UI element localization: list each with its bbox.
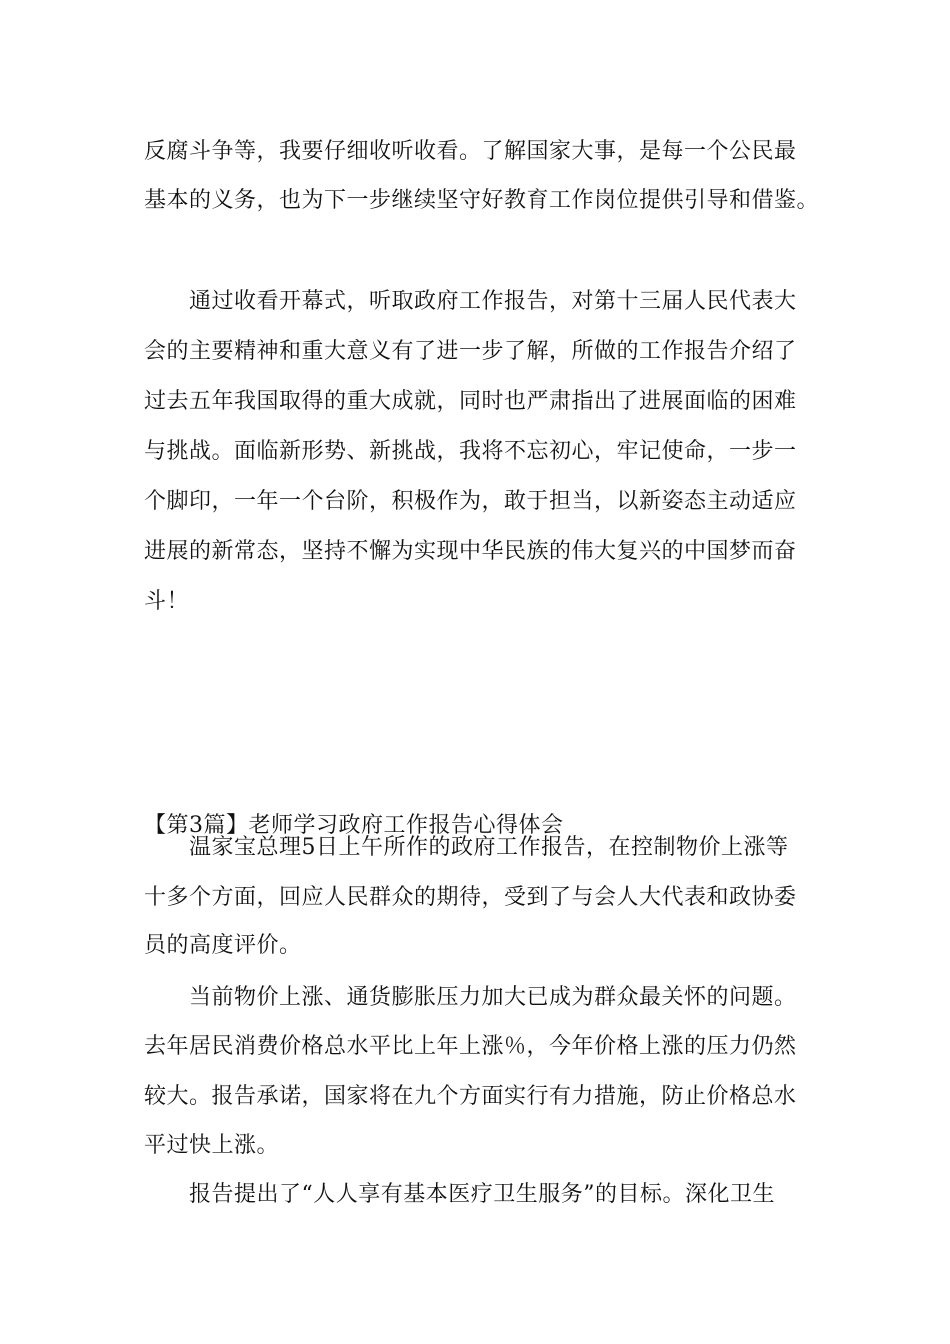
text-line: 斗！ [144, 589, 190, 614]
text-line: 员的高度评价。 [144, 933, 302, 958]
text-line: 平过快上涨。 [144, 1133, 280, 1158]
text-line: 基本的义务，也为下一步继续坚守好教育工作岗位提供引导和借鉴。 [144, 188, 820, 213]
text-line: 报告提出了“人人享有基本医疗卫生服务”的目标。深化卫生 [144, 1182, 775, 1207]
text-line: 通过收看开幕式，听取政府工作报告，对第十三届人民代表大 [144, 289, 797, 314]
text-line: 较大。报告承诺，国家将在九个方面实行有力措施，防止价格总水 [144, 1084, 797, 1109]
text-line: 会的主要精神和重大意义有了进一步了解，所做的工作报告介绍了 [144, 339, 797, 364]
text-line: 去年居民消费价格总水平比上年上涨％，今年价格上涨的压力仍然 [144, 1034, 797, 1059]
text-line: 温家宝总理5日上午所作的政府工作报告，在控制物价上涨等 [144, 835, 789, 860]
text-line: 与挑战。面临新形势、新挑战，我将不忘初心，牢记使命，一步一 [144, 439, 797, 464]
text-line: 反腐斗争等，我要仔细收听收看。了解国家大事，是每一个公民最 [144, 139, 797, 164]
text-line: 进展的新常态，坚持不懈为实现中华民族的伟大复兴的中国梦而奋 [144, 539, 797, 564]
section-heading: 【第3篇】老师学习政府工作报告心得体会 [144, 813, 564, 838]
text-line: 十多个方面，回应人民群众的期待，受到了与会人大代表和政协委 [144, 885, 797, 910]
text-line: 个脚印，一年一个台阶，积极作为，敢于担当，以新姿态主动适应 [144, 489, 797, 514]
text-line: 当前物价上涨、通货膨胀压力加大已成为群众最关怀的问题。 [144, 985, 797, 1010]
text-line: 过去五年我国取得的重大成就，同时也严肃指出了进展面临的困难 [144, 389, 797, 414]
